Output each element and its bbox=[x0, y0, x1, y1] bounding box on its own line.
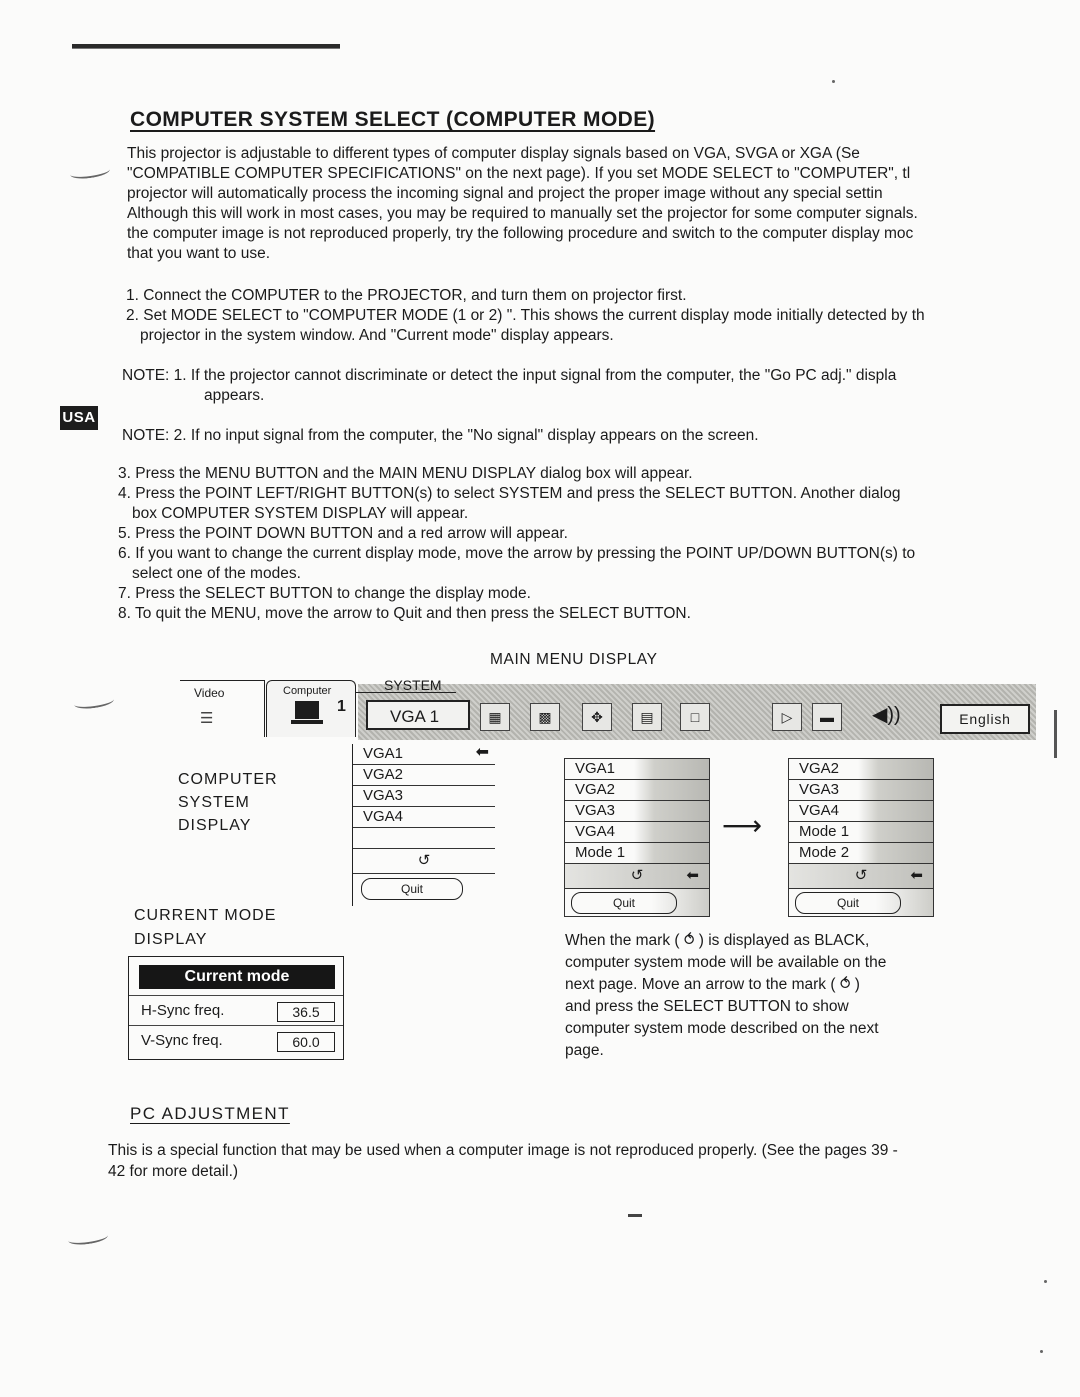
section-heading: COMPUTER SYSTEM SELECT (COMPUTER MODE) bbox=[130, 108, 656, 131]
list-item: VGA2 bbox=[353, 765, 495, 786]
scan-speck bbox=[1040, 1350, 1043, 1353]
step-item-continued: select one of the modes. bbox=[132, 565, 301, 582]
hsync-value: 36.5 bbox=[277, 1002, 335, 1022]
intro-line: Although this will work in most cases, you may be required to manually set the projector for some computer signals. bbox=[127, 205, 918, 222]
intro-paragraph bbox=[127, 144, 918, 264]
step-item-continued: box COMPUTER SYSTEM DISPLAY will appear. bbox=[132, 505, 469, 522]
list-item: Mode 1 bbox=[565, 843, 709, 864]
mark-explanation bbox=[565, 930, 951, 1062]
scan-edge-mark bbox=[1054, 710, 1057, 758]
list-item: VGA4 bbox=[353, 807, 495, 828]
next-page-mark-icon: ↺ bbox=[353, 849, 495, 874]
computer-system-list-page-2 bbox=[788, 758, 934, 917]
hsync-label: H-Sync freq. bbox=[141, 1002, 225, 1019]
keystone-icon: ▷ bbox=[772, 703, 802, 731]
mark-explanation-line: computer system mode will be available on the bbox=[565, 954, 887, 971]
current-mode-title: Current mode bbox=[139, 965, 335, 989]
step-item: 3. Press the MENU BUTTON and the MAIN MENU DISPLAY dialog box will appear. bbox=[118, 465, 693, 482]
intro-line: This projector is adjustable to different types of computer display signals based on VGA, SVGA or XGA (Se bbox=[127, 145, 860, 162]
screen-icon: ▤ bbox=[632, 703, 662, 731]
note-1-line: NOTE: 1. If the projector cannot discriminate or detect the input signal from the computer, the "Go PC adj." displa bbox=[122, 367, 897, 384]
left-arrow-icon: ⬅ bbox=[910, 867, 923, 884]
language-button: English bbox=[940, 704, 1030, 734]
mark-explanation-line: computer system mode described on the next bbox=[565, 1020, 879, 1037]
sound-icon: ◀)) bbox=[872, 704, 901, 726]
intro-line: "COMPATIBLE COMPUTER SPECIFICATIONS" on the next page). If you set MODE SELECT to "COMPUTER", tl bbox=[127, 165, 911, 182]
list-item: VGA2 bbox=[565, 780, 709, 801]
step-item: 7. Press the SELECT BUTTON to change the display mode. bbox=[118, 585, 531, 602]
pc-adjustment-line: 42 for more detail.) bbox=[108, 1163, 239, 1180]
intro-line: that you want to use. bbox=[127, 245, 271, 262]
computer-icon bbox=[295, 701, 319, 719]
note-1-line: appears. bbox=[204, 387, 265, 404]
label-line: DISPLAY bbox=[178, 817, 252, 834]
step-item: 8. To quit the MENU, move the arrow to Quit and then press the SELECT BUTTON. bbox=[118, 605, 691, 622]
next-page-row bbox=[789, 864, 933, 889]
image-icon: □ bbox=[680, 703, 710, 731]
pc-adjustment-text bbox=[108, 1140, 898, 1182]
header-rule-thin bbox=[72, 48, 340, 49]
video-tab bbox=[180, 680, 265, 737]
page-mark bbox=[628, 1214, 642, 1217]
quit-row bbox=[565, 889, 709, 916]
computer-system-list-initial bbox=[352, 744, 495, 906]
current-mode-display-label bbox=[134, 904, 276, 952]
vsync-value: 60.0 bbox=[277, 1032, 335, 1052]
list-item: Mode 1 bbox=[789, 822, 933, 843]
binding-hole-mark bbox=[73, 693, 114, 710]
intro-line: the computer image is not reproduced properly, try the following procedure and switch to the computer display moc bbox=[127, 225, 914, 242]
label-line: SYSTEM bbox=[178, 794, 250, 811]
video-icon: ☰ bbox=[200, 710, 213, 727]
label-line: CURRENT MODE bbox=[134, 907, 277, 924]
sync-pattern-icon: ▦ bbox=[480, 703, 510, 731]
computer-tab-number: 1 bbox=[337, 698, 346, 715]
list-item: Mode 2 bbox=[789, 843, 933, 864]
list-empty-row bbox=[353, 828, 495, 849]
mark-explanation-line: and press the SELECT BUTTON to show bbox=[565, 998, 849, 1015]
usa-side-tab: USA bbox=[60, 406, 98, 430]
step-item: 6. If you want to change the current display mode, move the arrow by pressing the POINT UP/DOWN BUTTON(s) to bbox=[118, 545, 916, 562]
computer-system-display-label bbox=[178, 768, 278, 837]
list-item: VGA4 bbox=[789, 801, 933, 822]
quit-button: Quit bbox=[361, 878, 463, 900]
label-line: COMPUTER bbox=[178, 771, 278, 788]
list-item: VGA3 bbox=[565, 801, 709, 822]
quit-button: Quit bbox=[571, 892, 677, 914]
step-item: 2. Set MODE SELECT to "COMPUTER MODE (1 or 2) ". This shows the current display mode initially detected by th bbox=[126, 307, 925, 324]
list-item: VGA4 bbox=[565, 822, 709, 843]
pc-adjustment-heading: PC ADJUSTMENT bbox=[130, 1104, 290, 1123]
intro-line: projector will automatically process the incoming signal and project the proper image without any special settin bbox=[127, 185, 883, 202]
step-item: 5. Press the POINT DOWN BUTTON and a red arrow will appear. bbox=[118, 525, 568, 542]
mark-explanation-line: next page. Move an arrow to the mark ( ⥀ ) bbox=[565, 976, 860, 993]
main-menu-display-title: MAIN MENU DISPLAY bbox=[490, 651, 658, 668]
step-item: 1. Connect the COMPUTER to the PROJECTOR, and turn them on projector first. bbox=[126, 287, 687, 304]
pattern-icon: ▩ bbox=[530, 703, 560, 731]
current-mode-box bbox=[128, 956, 344, 1060]
scan-speck bbox=[1044, 1280, 1047, 1283]
vsync-label: V-Sync freq. bbox=[141, 1032, 223, 1049]
list-item-label: VGA1 bbox=[363, 745, 404, 762]
binding-hole-mark bbox=[69, 163, 110, 180]
mark-explanation-line: page. bbox=[565, 1042, 604, 1059]
list-item: VGA3 bbox=[353, 786, 495, 807]
list-item bbox=[353, 744, 495, 765]
label-line: DISPLAY bbox=[134, 931, 208, 948]
system-value-box: VGA 1 bbox=[366, 700, 470, 730]
list-item: VGA3 bbox=[789, 780, 933, 801]
divider bbox=[129, 995, 343, 996]
binding-hole-mark bbox=[67, 1229, 108, 1246]
computer-system-list-page-1 bbox=[564, 758, 710, 917]
position-icon: ✥ bbox=[582, 703, 612, 731]
quit-row bbox=[789, 889, 933, 916]
pc-adjustment-line: This is a special function that may be used when a computer image is not reproduced properly. (See the pages 39 - bbox=[108, 1142, 898, 1159]
projector-icon: ▬ bbox=[812, 703, 842, 731]
system-label: SYSTEM bbox=[384, 677, 442, 693]
next-page-mark-icon: ↺ bbox=[854, 867, 868, 884]
step-item: 4. Press the POINT LEFT/RIGHT BUTTON(s) to select SYSTEM and press the SELECT BUTTON. Another dialog bbox=[118, 485, 901, 502]
step-item-continued: projector in the system window. And "Current mode" display appears. bbox=[140, 327, 614, 344]
computer-tab bbox=[266, 680, 356, 737]
list-item: VGA2 bbox=[789, 759, 933, 780]
computer-tab-label: Computer bbox=[283, 685, 332, 697]
note-1 bbox=[122, 366, 896, 406]
list-item: VGA1 bbox=[565, 759, 709, 780]
left-arrow-icon: ⬅ bbox=[475, 744, 489, 761]
note-2: NOTE: 2. If no input signal from the computer, the "No signal" display appears on the screen. bbox=[122, 427, 759, 444]
right-arrow-icon: ⟶ bbox=[722, 810, 763, 841]
next-page-mark-icon: ↺ bbox=[630, 867, 644, 884]
divider bbox=[129, 1025, 343, 1026]
mark-explanation-line: When the mark ( ⥀ ) is displayed as BLACK, bbox=[565, 932, 870, 949]
steps-list-b bbox=[118, 464, 915, 624]
steps-list-a bbox=[126, 286, 925, 346]
left-arrow-icon: ⬅ bbox=[686, 867, 699, 884]
scan-speck bbox=[832, 80, 835, 83]
next-page-row bbox=[565, 864, 709, 889]
video-tab-label: Video bbox=[194, 686, 225, 700]
quit-button: Quit bbox=[795, 892, 901, 914]
